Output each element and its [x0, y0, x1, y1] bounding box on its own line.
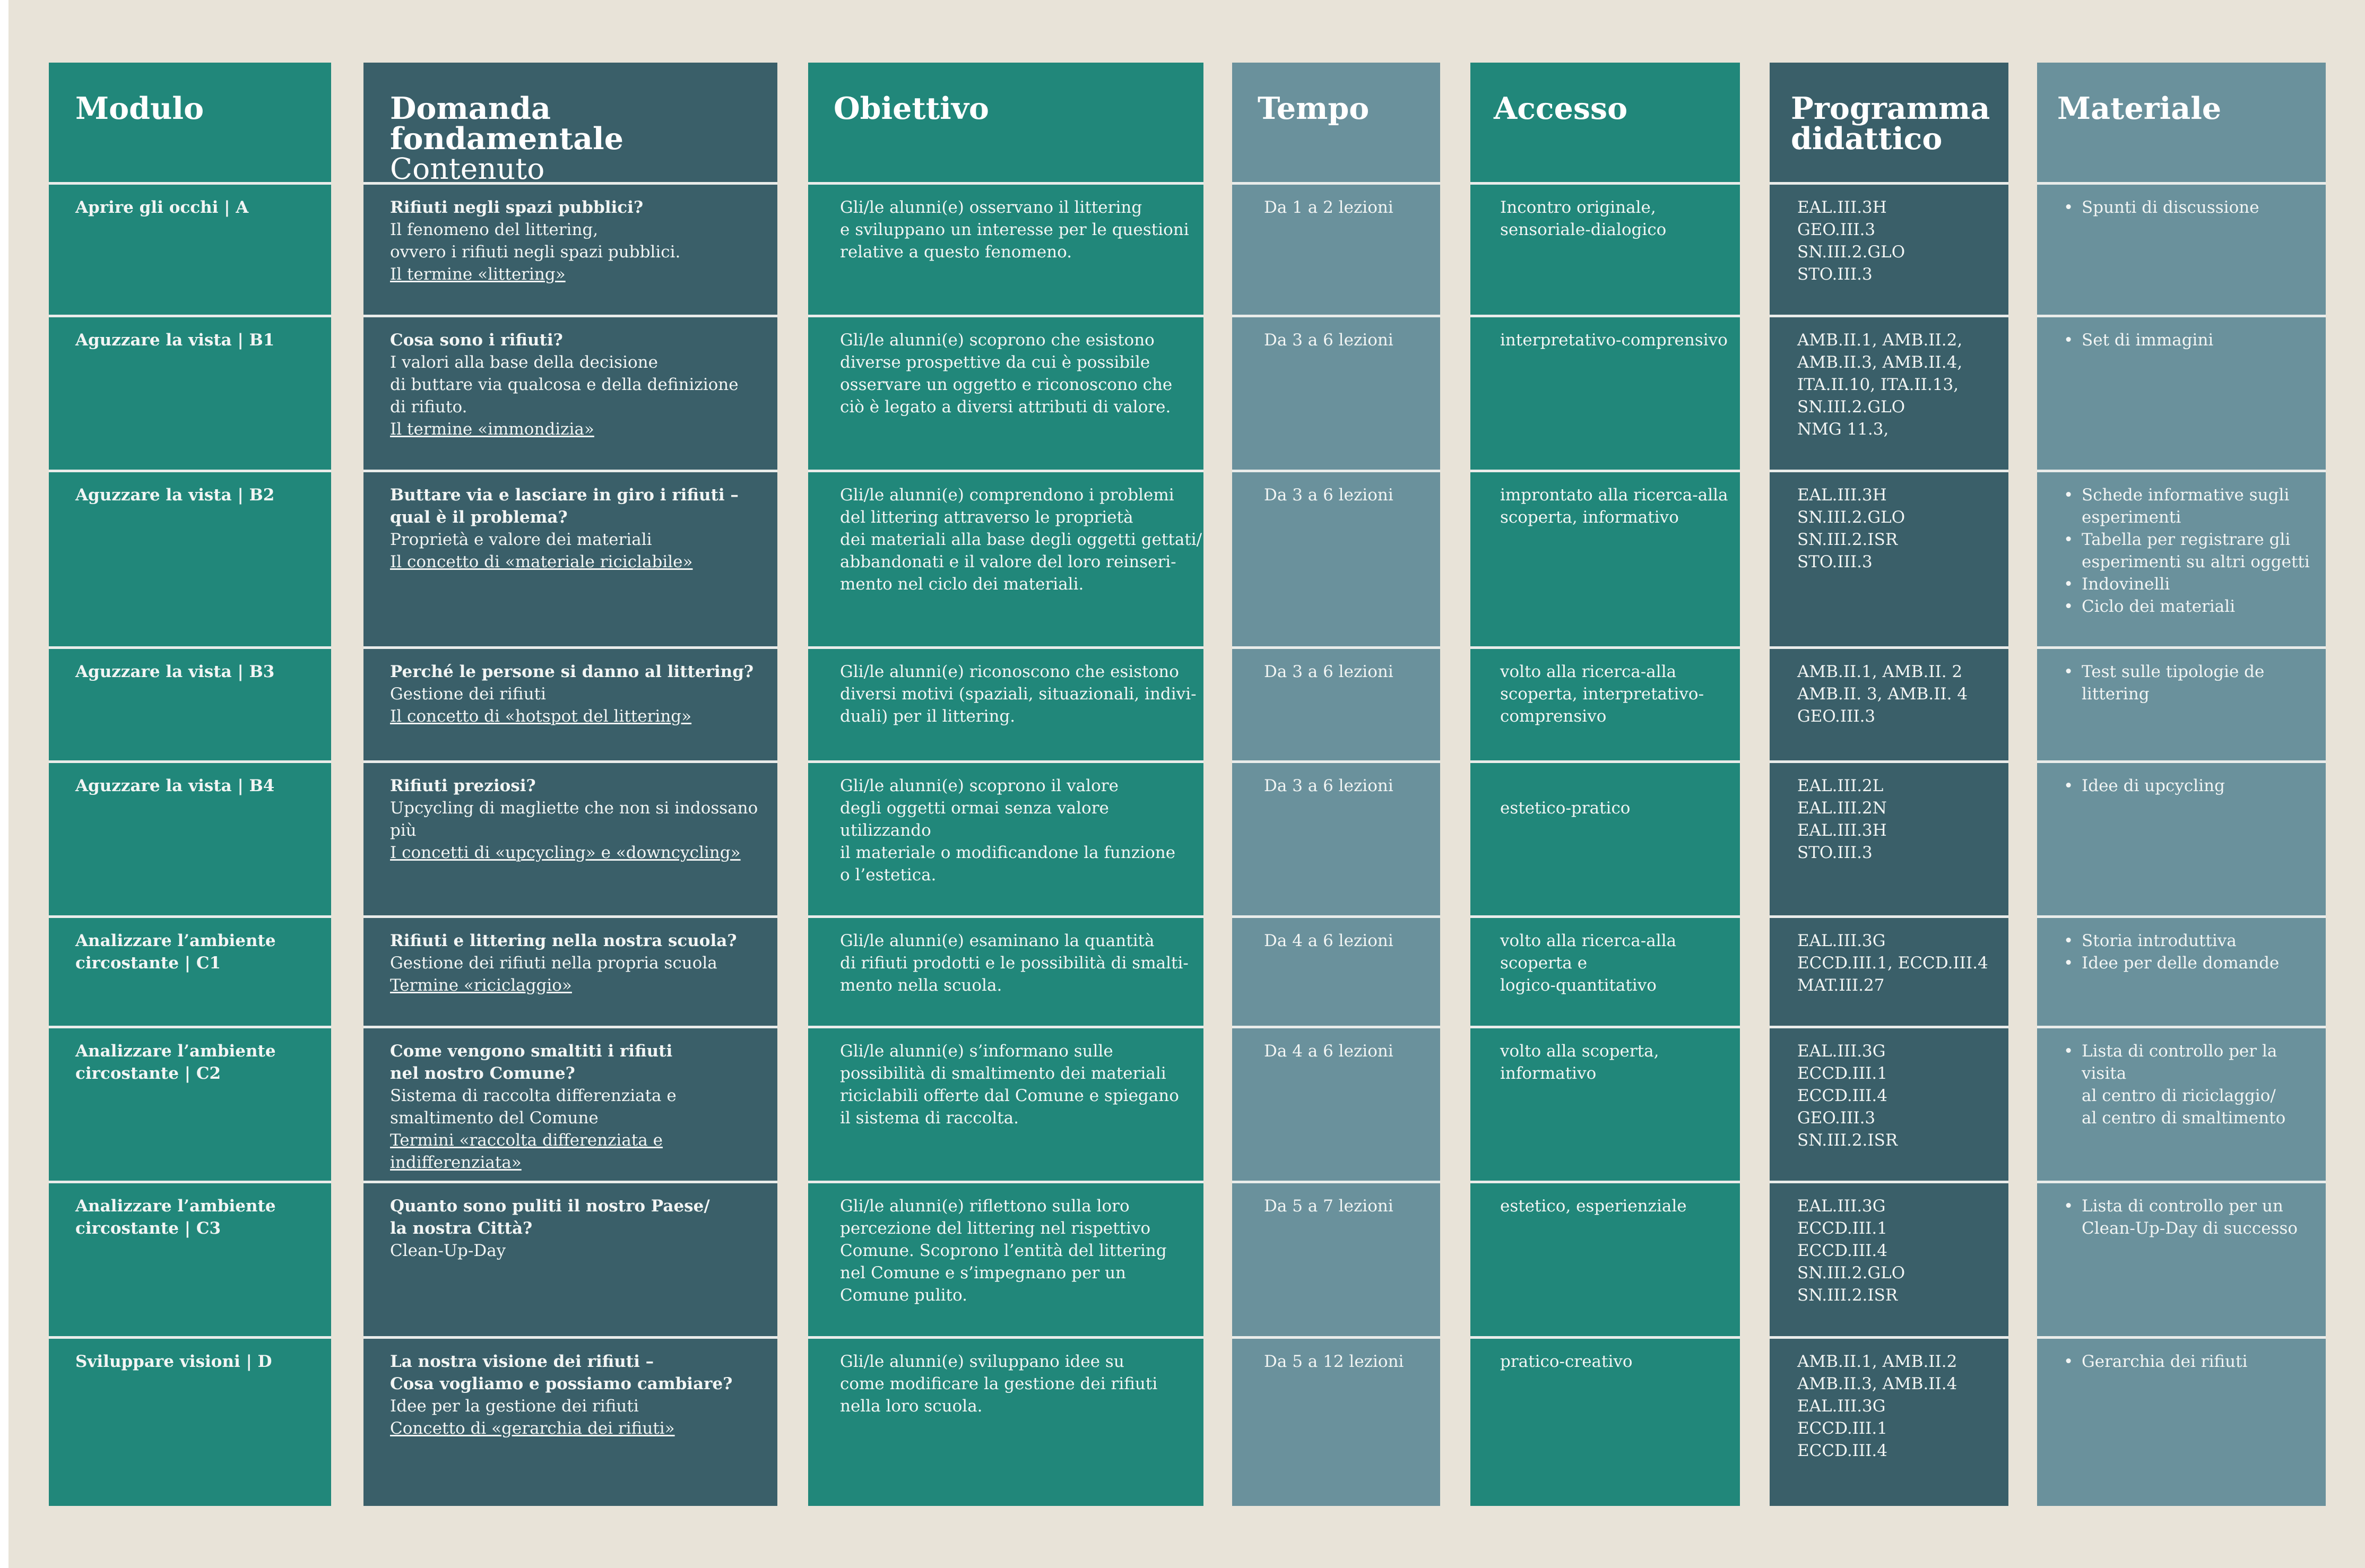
col-modulo-cell [49, 649, 331, 763]
col-accesso-cell [1470, 1028, 1740, 1183]
col-obiettivo-cell [808, 1339, 1203, 1506]
col-materiale-cell [2037, 1183, 2326, 1339]
col-obiettivo-title: Obiettivo [834, 91, 989, 126]
concept-term: Termini «raccolta differenziata e indifferenziata» [390, 1131, 663, 1172]
programma-text: EAL.III.3H GEO.III.3 SN.III.2.GLO STO.III.3 [1797, 198, 1905, 284]
accesso-text: volto alla scoperta, informativo [1500, 1042, 1659, 1083]
materials-list [2064, 196, 2326, 219]
module-label: Analizzare l’ambiente circostante | C1 [75, 931, 276, 973]
col-obiettivo-cell [808, 649, 1203, 763]
col-programma-cell [1770, 1183, 2008, 1339]
module-label: Aprire gli occhi | A [75, 198, 249, 217]
col-modulo-cell [49, 1183, 331, 1339]
accesso-text: interpretativo-comprensivo [1500, 331, 1728, 350]
obiettivo-text: Gli/le alunni(e) esaminano la quantità di rifiuti prodotti e le possibilità di smalti- mento nella scuola. [840, 931, 1189, 995]
col-modulo-cell [49, 1339, 331, 1506]
concept-term: Concetto di «gerarchia dei rifiuti» [390, 1419, 675, 1438]
tempo-text: Da 5 a 7 lezioni [1264, 1197, 1393, 1216]
col-obiettivo-cell [808, 918, 1203, 1028]
col-modulo-cell [49, 918, 331, 1028]
module-label: Aguzzare la vista | B1 [75, 331, 275, 350]
materials-item: • Test sulle tipologie de littering [2064, 661, 2326, 705]
col-obiettivo-cell [808, 472, 1203, 649]
module-label: Sviluppare visioni | D [75, 1352, 272, 1371]
col-domanda-cell [363, 317, 777, 472]
materials-list [2064, 484, 2326, 618]
col-materiale-cell [2037, 472, 2326, 649]
col-tempo-cell [1232, 1028, 1440, 1183]
col-programma-cell [1770, 918, 2008, 1028]
accesso-text: Incontro originale, sensoriale-dialogico [1500, 198, 1667, 239]
tempo-text: Da 3 a 6 lezioni [1264, 776, 1393, 795]
key-question: Rifiuti preziosi? [390, 776, 536, 795]
accesso-text: pratico-creativo [1500, 1352, 1633, 1371]
accesso-text: estetico-pratico [1500, 799, 1631, 818]
obiettivo-text: Gli/le alunni(e) osservano il littering e sviluppano un interesse per le questioni relative a questo fenomeno. [840, 198, 1189, 262]
question-content: Proprietà e valore dei materiali [390, 530, 652, 549]
programma-text: EAL.III.3G ECCD.III.1 ECCD.III.4 SN.III.2.GLO SN.III.2.ISR [1797, 1197, 1905, 1305]
col-modulo-cell [49, 1028, 331, 1183]
obiettivo-text: Gli/le alunni(e) riflettono sulla loro percezione del littering nel rispettivo Comune. Scoprono l’entità del littering nel Comune e s’impegnano per un Comune pulito. [840, 1197, 1167, 1305]
materials-item: • Idee di upcycling [2064, 775, 2326, 797]
tempo-text: Da 4 a 6 lezioni [1264, 931, 1393, 950]
col-accesso-cell [1470, 918, 1740, 1028]
col-accesso-title: Accesso [1494, 91, 1628, 126]
col-domanda-cell [363, 763, 777, 918]
tempo-text: Da 3 a 6 lezioni [1264, 331, 1393, 350]
col-domanda [363, 63, 777, 1506]
key-question: Quanto sono puliti il nostro Paese/ la nostra Città? [390, 1197, 710, 1238]
col-programma-title: Programma didattico [1791, 91, 1990, 157]
module-label: Analizzare l’ambiente circostante | C2 [75, 1042, 276, 1083]
col-tempo-cell [1232, 1339, 1440, 1506]
col-accesso-cell [1470, 472, 1740, 649]
materials-item: • Ciclo dei materiali [2064, 595, 2326, 618]
question-content: Idee per la gestione dei rifiuti [390, 1397, 639, 1416]
col-programma-cell [1770, 472, 2008, 649]
concept-term: I concetti di «upcycling» e «downcycling» [390, 843, 741, 862]
module-label: Aguzzare la vista | B4 [75, 776, 275, 795]
key-question: Perché le persone si danno al littering? [390, 662, 754, 681]
col-domanda-cell [363, 185, 777, 317]
col-programma-cell [1770, 317, 2008, 472]
programma-text: EAL.III.3G ECCD.III.1, ECCD.III.4 MAT.III.27 [1797, 931, 1988, 995]
programma-text: AMB.II.1, AMB.II.2, AMB.II.3, AMB.II.4, ITA.II.10, ITA.II.13, SN.III.2.GLO NMG 11.3, [1797, 331, 1963, 439]
obiettivo-text: Gli/le alunni(e) riconoscono che esistono diversi motivi (spaziali, situazionali, indivi- duali) per il littering. [840, 662, 1197, 726]
col-materiale-cell [2037, 185, 2326, 317]
col-programma-cell [1770, 1339, 2008, 1506]
obiettivo-text: Gli/le alunni(e) s’informano sulle possibilità di smaltimento dei materiali riciclabili offerte dal Comune e spiegano il sistema di raccolta. [840, 1042, 1179, 1128]
accesso-text: improntato alla ricerca-alla scoperta, informativo [1500, 486, 1728, 527]
programma-text: EAL.III.2L EAL.III.2N EAL.III.3H STO.III.3 [1797, 776, 1887, 862]
materials-item: • Gerarchia dei rifiuti [2064, 1350, 2326, 1373]
materials-item: • Spunti di discussione [2064, 196, 2326, 219]
col-domanda-title: Domanda fondamentale [390, 91, 623, 157]
col-materiale-cell [2037, 317, 2326, 472]
tempo-text: Da 5 a 12 lezioni [1264, 1352, 1404, 1371]
col-tempo-cell [1232, 317, 1440, 472]
obiettivo-text: Gli/le alunni(e) scoprono il valore degli oggetti ormai senza valore utilizzando il materiale o modificandone la funzione o l’estetica. [840, 776, 1176, 885]
col-domanda-subtitle: Contenuto [390, 152, 545, 186]
materials-list [2064, 1040, 2326, 1129]
materials-item: • Set di immagini [2064, 329, 2326, 351]
col-materiale-cell [2037, 1028, 2326, 1183]
module-label: Aguzzare la vista | B2 [75, 486, 275, 505]
col-tempo-cell [1232, 185, 1440, 317]
module-label: Analizzare l’ambiente circostante | C3 [75, 1197, 276, 1238]
col-programma-cell [1770, 763, 2008, 918]
col-programma-header [1770, 63, 2008, 185]
programma-text: AMB.II.1, AMB.II. 2 AMB.II. 3, AMB.II. 4 GEO.III.3 [1797, 662, 1968, 726]
col-domanda-cell [363, 472, 777, 649]
concept-term: Il termine «immondizia» [390, 420, 594, 439]
key-question: Buttare via e lasciare in giro i rifiuti – qual è il problema? [390, 486, 739, 527]
col-obiettivo-cell [808, 763, 1203, 918]
question-content: Gestione dei rifiuti nella propria scuola [390, 954, 717, 973]
obiettivo-text: Gli/le alunni(e) scoprono che esistono diverse prospettive da cui è possibile osservare un oggetto e riconoscono che ciò è legato a diversi attributi di valore. [840, 331, 1173, 417]
materials-list [2064, 1195, 2326, 1240]
concept-term: Il termine «littering» [390, 265, 566, 284]
col-domanda-header [363, 63, 777, 185]
col-tempo-cell [1232, 1183, 1440, 1339]
key-question: Rifiuti negli spazi pubblici? [390, 198, 644, 217]
col-materiale-cell [2037, 918, 2326, 1028]
question-content: Gestione dei rifiuti [390, 685, 546, 704]
col-obiettivo [808, 63, 1203, 1506]
col-programma [1770, 63, 2008, 1506]
materials-item: • Tabella per registrare gli esperimenti su altri oggetti [2064, 529, 2326, 573]
materials-list [2064, 329, 2326, 351]
col-obiettivo-cell [808, 1183, 1203, 1339]
col-modulo-title: Modulo [75, 91, 204, 126]
materials-list [2064, 1350, 2326, 1373]
col-programma-cell [1770, 649, 2008, 763]
materials-list [2064, 930, 2326, 974]
col-materiale-cell [2037, 649, 2326, 763]
col-obiettivo-header [808, 63, 1203, 185]
question-content: Il fenomeno del littering, ovvero i rifiuti negli spazi pubblici. [390, 220, 681, 262]
tempo-text: Da 3 a 6 lezioni [1264, 486, 1393, 505]
tempo-text: Da 4 a 6 lezioni [1264, 1042, 1393, 1061]
tempo-text: Da 3 a 6 lezioni [1264, 662, 1393, 681]
materials-list [2064, 775, 2326, 797]
col-accesso-cell [1470, 317, 1740, 472]
col-modulo-cell [49, 185, 331, 317]
materials-item: • Storia introduttiva [2064, 930, 2326, 952]
col-tempo-header [1232, 63, 1440, 185]
col-domanda-cell [363, 1183, 777, 1339]
question-content: Clean-Up-Day [390, 1241, 506, 1260]
key-question: Cosa sono i rifiuti? [390, 331, 563, 350]
col-tempo-cell [1232, 918, 1440, 1028]
materials-item: • Indovinelli [2064, 573, 2326, 595]
col-modulo-cell [49, 317, 331, 472]
materials-list [2064, 661, 2326, 705]
materials-item: • Schede informative sugli esperimenti [2064, 484, 2326, 529]
col-accesso-cell [1470, 1183, 1740, 1339]
col-domanda-cell [363, 918, 777, 1028]
col-materiale-title: Materiale [2057, 91, 2222, 126]
concept-term: Termine «riciclaggio» [390, 976, 572, 995]
col-tempo-cell [1232, 649, 1440, 763]
col-tempo [1232, 63, 1440, 1506]
accesso-text: volto alla ricerca-alla scoperta e logico-quantitativo [1500, 931, 1677, 995]
obiettivo-text: Gli/le alunni(e) sviluppano idee su come modificare la gestione dei rifiuti nella loro scuola. [840, 1352, 1158, 1416]
col-accesso [1470, 63, 1740, 1506]
col-accesso-cell [1470, 649, 1740, 763]
col-domanda-cell [363, 1339, 777, 1506]
concept-term: Il concetto di «hotspot del littering» [390, 707, 692, 726]
programma-text: EAL.III.3H SN.III.2.GLO SN.III.2.ISR STO.III.3 [1797, 486, 1905, 571]
col-modulo-cell [49, 763, 331, 918]
col-materiale [2037, 63, 2326, 1506]
col-accesso-cell [1470, 185, 1740, 317]
col-modulo [49, 63, 331, 1506]
col-tempo-cell [1232, 763, 1440, 918]
question-content: Sistema di raccolta differenziata e smaltimento del Comune [390, 1086, 677, 1128]
obiettivo-text: Gli/le alunni(e) comprendono i problemi del littering attraverso le proprietà dei materiali alla base degli oggetti gettati/ abbandonati e il valore del loro reinseri- mento nel ciclo dei materiali. [840, 486, 1202, 594]
col-materiale-cell [2037, 763, 2326, 918]
question-content: I valori alla base della decisione di buttare via qualcosa e della definizione di rifiuto. [390, 353, 739, 417]
col-domanda-cell [363, 649, 777, 763]
col-obiettivo-cell [808, 1028, 1203, 1183]
col-programma-cell [1770, 185, 2008, 317]
col-tempo-title: Tempo [1258, 91, 1370, 126]
col-accesso-header [1470, 63, 1740, 185]
materials-item: • Lista di controllo per la visita al centro di riciclaggio/ al centro di smaltimento [2064, 1040, 2326, 1129]
col-programma-cell [1770, 1028, 2008, 1183]
col-modulo-header [49, 63, 331, 185]
key-question: La nostra visione dei rifiuti – Cosa vogliamo e possiamo cambiare? [390, 1352, 733, 1393]
col-obiettivo-cell [808, 317, 1203, 472]
col-materiale-header [2037, 63, 2326, 185]
concept-term: Il concetto di «materiale riciclabile» [390, 552, 693, 571]
accesso-text: estetico, esperienziale [1500, 1197, 1687, 1216]
key-question: Rifiuti e littering nella nostra scuola? [390, 931, 737, 950]
programma-text: EAL.III.3G ECCD.III.1 ECCD.III.4 GEO.III.3 SN.III.2.ISR [1797, 1042, 1898, 1150]
col-obiettivo-cell [808, 185, 1203, 317]
col-tempo-cell [1232, 472, 1440, 649]
materials-item: • Idee per delle domande [2064, 952, 2326, 974]
programma-text: AMB.II.1, AMB.II.2 AMB.II.3, AMB.II.4 EAL.III.3G ECCD.III.1 ECCD.III.4 [1797, 1352, 1957, 1460]
col-accesso-cell [1470, 763, 1740, 918]
col-accesso-cell [1470, 1339, 1740, 1506]
col-modulo-cell [49, 472, 331, 649]
materials-item: • Lista di controllo per un Clean-Up-Day di successo [2064, 1195, 2326, 1240]
module-label: Aguzzare la vista | B3 [75, 662, 275, 681]
col-materiale-cell [2037, 1339, 2326, 1506]
col-domanda-cell [363, 1028, 777, 1183]
question-content: Upcycling di magliette che non si indossano più [390, 799, 758, 840]
key-question: Come vengono smaltiti i rifiuti nel nostro Comune? [390, 1042, 673, 1083]
tempo-text: Da 1 a 2 lezioni [1264, 198, 1393, 217]
accesso-text: volto alla ricerca-alla scoperta, interpretativo- comprensivo [1500, 662, 1704, 726]
